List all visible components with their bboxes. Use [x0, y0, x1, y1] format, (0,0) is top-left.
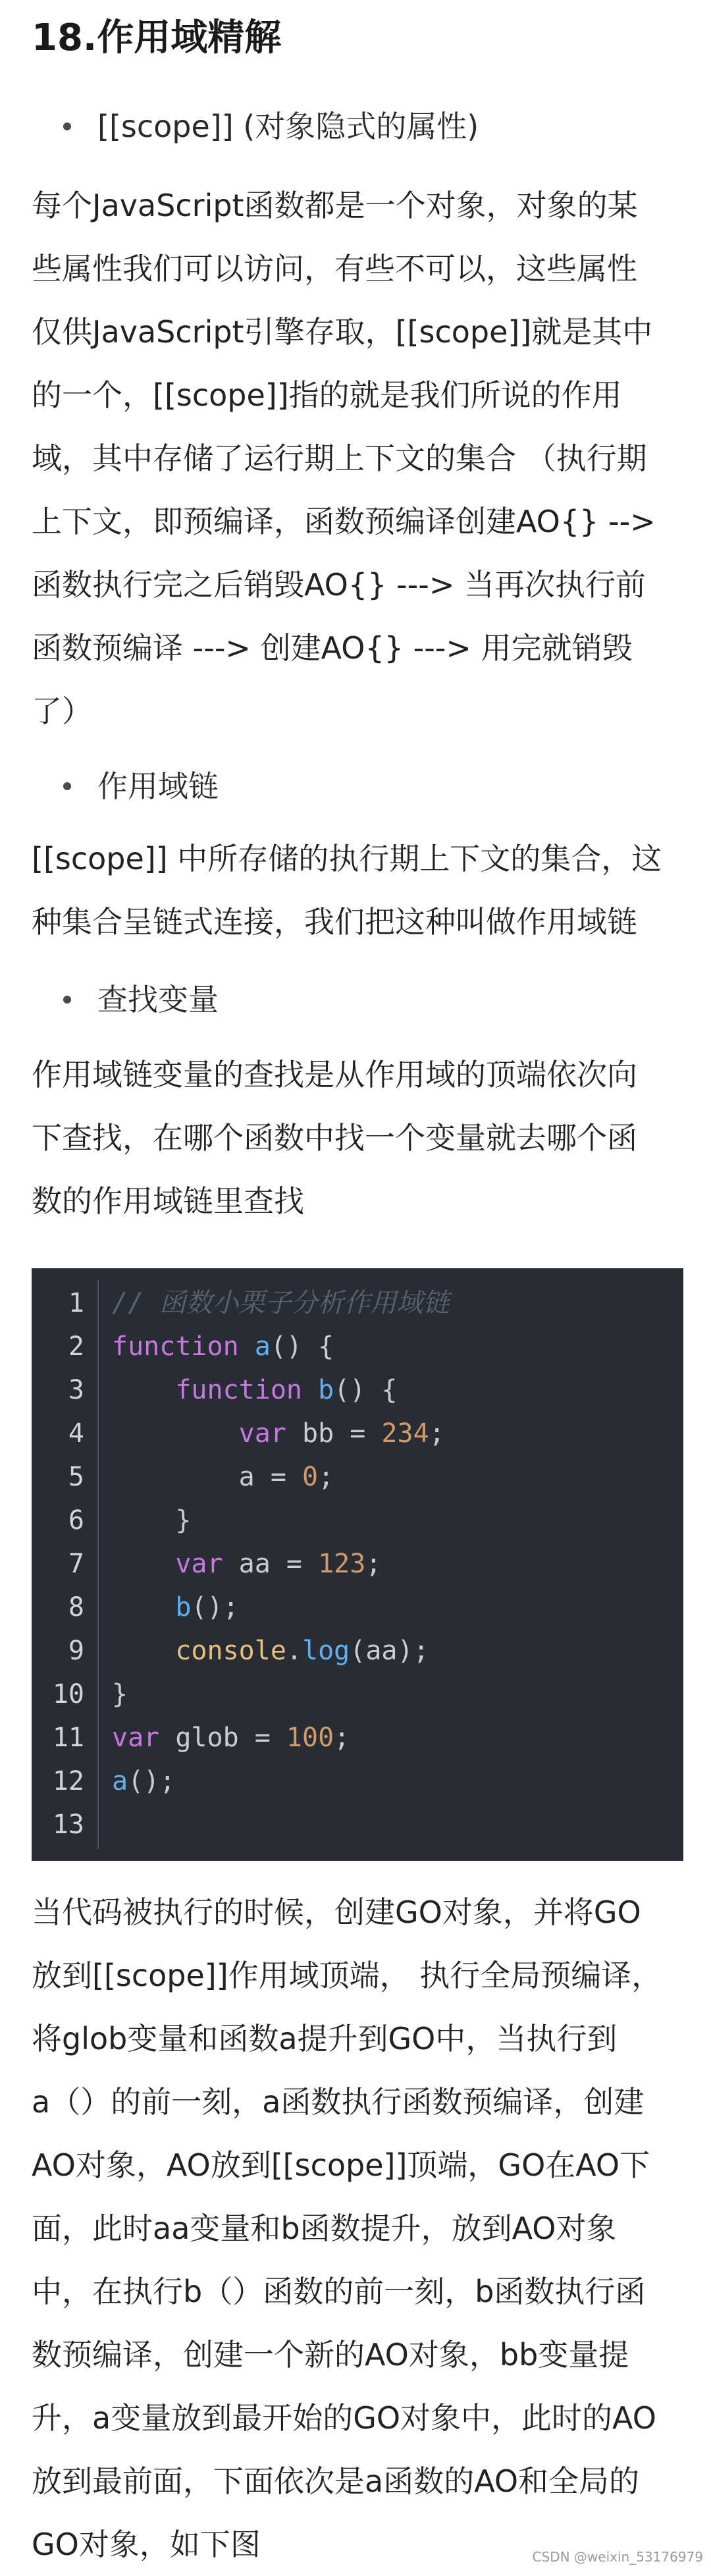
code-token: 100 [286, 1723, 334, 1753]
gutter-divider [97, 1280, 99, 1849]
code-line [112, 1542, 381, 1586]
code-token: 234 [381, 1418, 429, 1449]
line-number: 6 [68, 1505, 84, 1536]
code-block [32, 1268, 683, 1861]
code-token: . [286, 1636, 302, 1666]
watermark: CSDN @weixin_53176979 [532, 2549, 703, 2565]
line-number: 8 [68, 1592, 84, 1623]
code-token: (); [191, 1592, 239, 1623]
paragraph-lookup-description: 作用域链变量的查找是从作用域的顶端依次向 下查找，在哪个函数中找一个变量就去哪个函 数的作用域链里查找 [32, 1057, 637, 1219]
code-token: () { [334, 1375, 398, 1405]
code-line [112, 1499, 191, 1542]
code-token [112, 1592, 175, 1623]
line-number: 10 [52, 1679, 84, 1709]
line-number: 7 [68, 1549, 84, 1579]
bullet-lookup [63, 973, 219, 1026]
line-number-gutter [32, 1268, 97, 1861]
bullet-scope-label: [[scope]] (对象隐式的属性) [97, 109, 479, 144]
code-line [112, 1368, 398, 1412]
code-token: a = [112, 1462, 302, 1492]
code-token: glob = [175, 1723, 286, 1753]
code-token: 0 [302, 1462, 319, 1492]
paragraph-scope-description: 每个JavaScript函数都是一个对象，对象的某 些属性我们可以访问，有些不可以，这些属性 仅供JavaScript引擎存取，[[scope]]就是其中 的一个，[[scope]]指的就是我们所说的作用 域，其中存储了运行期上下文的集合 （执行期 上下文，即预编译，函数预编译创建AO{} --> 函数执行完之后销毁AO{} ---> 当再次执行前 函数预编译 ---> 创建AO{} ---> 用完就销毁 了） [32, 188, 656, 729]
line-number: 4 [68, 1418, 84, 1449]
paragraph-chain-description: [[scope]] 中所存储的执行期上下文的集合，这 种集合呈链式连接，我们把这种叫做作用域链 [32, 841, 662, 940]
code-token: console [175, 1636, 286, 1666]
code-token: var [238, 1418, 302, 1449]
code-line [112, 1412, 445, 1455]
code-token: } [112, 1679, 128, 1709]
line-number: 3 [68, 1375, 84, 1405]
paragraph-execution-description: 当代码被执行的时候，创建GO对象，并将GO 放到[[scope]]作用域顶端， 执行全局预编译， 将glob变量和函数a提升到GO中，当执行到 a（）的前一刻，a函数执行函数预编译，创建 AO对象，AO放到[[scope]]顶端，GO在AO下 面，此时aa变量和b函数提升，放到AO对象 中，在执行b（）函数的前一刻，b函数执行函 数预编译，创建一个新的AO对象，bb变量提 升，a变量放到最开始的GO对象中，此时的AO 放到最前面，下面依次是a函数的AO和全局的 GO对象，如下图 [32, 1894, 662, 2562]
code-line [112, 1455, 334, 1499]
code-line [112, 1281, 449, 1325]
line-number: 1 [68, 1288, 84, 1318]
bullet-dot-icon [63, 782, 71, 790]
bullet-lookup-label: 查找变量 [97, 982, 219, 1017]
code-token: a [254, 1331, 271, 1362]
code-token: aa = [238, 1549, 319, 1579]
code-line [112, 1673, 128, 1716]
code-token: b [318, 1375, 334, 1405]
code-line [112, 1716, 350, 1759]
bullet-chain [63, 760, 219, 813]
code-token: bb = [302, 1418, 382, 1449]
line-number: 11 [52, 1723, 84, 1753]
line-number: 12 [52, 1766, 84, 1796]
bullet-scope [63, 100, 479, 153]
code-token: () { [270, 1331, 334, 1362]
code-token: 123 [318, 1549, 366, 1579]
code-token: var [175, 1549, 239, 1579]
code-token: } [112, 1505, 192, 1536]
code-line [112, 1325, 334, 1368]
bullet-chain-label: 作用域链 [97, 768, 219, 804]
code-line [112, 1629, 429, 1673]
code-token: log [302, 1636, 350, 1666]
line-number: 5 [68, 1462, 84, 1492]
code-line [112, 1759, 175, 1803]
bullet-dot-icon [63, 996, 71, 1004]
code-token [112, 1636, 175, 1666]
code-token: ; [318, 1462, 334, 1492]
code-token: // 函数小栗子分析作用域链 [112, 1288, 450, 1318]
bullet-dot-icon [63, 122, 71, 130]
code-token: function [112, 1331, 255, 1362]
code-token: var [112, 1723, 176, 1753]
code-token: b [175, 1592, 192, 1623]
code-token: ; [365, 1549, 382, 1579]
line-number: 2 [68, 1331, 84, 1362]
code-token: a [112, 1766, 128, 1796]
code-line [112, 1586, 239, 1629]
code-token: (); [128, 1766, 176, 1796]
code-token [112, 1549, 175, 1579]
line-number: 13 [52, 1810, 84, 1840]
code-token: (aa); [350, 1636, 429, 1666]
code-token [112, 1375, 175, 1405]
code-token [112, 1418, 239, 1449]
code-token: function [175, 1375, 319, 1405]
page-title: 18.作用域精解 [32, 16, 282, 59]
line-number: 9 [68, 1636, 84, 1666]
code-token: ; [429, 1418, 445, 1449]
code-token: ; [334, 1723, 350, 1753]
